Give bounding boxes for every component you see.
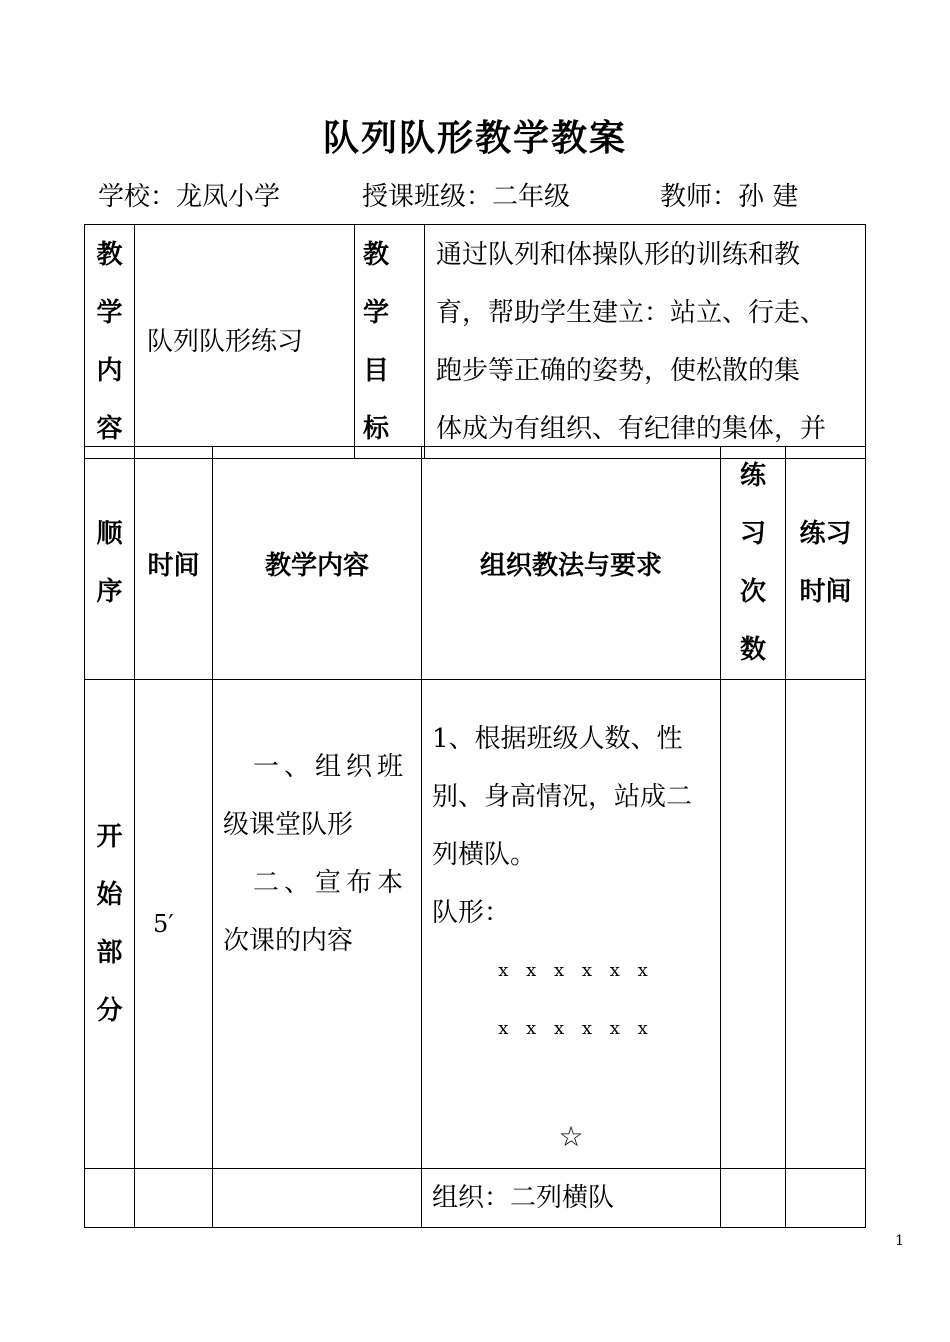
section-method-cell — [422, 680, 721, 1169]
section-duration-cell — [786, 680, 866, 1169]
section-name-char: 部 — [96, 938, 123, 968]
page-number: 1 — [895, 1233, 904, 1249]
header-count-char: 习 — [739, 519, 766, 549]
lesson-plan-table — [84, 446, 866, 1228]
goal-label-char: 教 — [363, 240, 390, 270]
row3-method: 组织：二列横队 — [432, 1183, 615, 1213]
section-time-cell — [135, 680, 213, 1169]
content-value: 队列队形练习 — [147, 326, 304, 357]
empty-cell — [135, 1169, 213, 1228]
goal-line: 跑步等正确的姿势，使松散的集 — [436, 356, 801, 386]
content-line: 一、组织班 — [253, 752, 409, 782]
goal-label-char: 学 — [363, 298, 390, 328]
content-line: 二、宣布本 — [253, 868, 409, 898]
header-duration-line: 时间 — [799, 577, 852, 607]
method-line: 列横队。 — [432, 840, 537, 870]
empty-cell — [786, 1169, 866, 1228]
content-line: 级课堂队形 — [223, 810, 354, 840]
table-row — [85, 680, 866, 1169]
header-duration-line: 练习 — [799, 519, 852, 549]
table-row — [85, 1169, 866, 1228]
empty-cell — [85, 1169, 135, 1228]
section-time: 5′ — [153, 910, 174, 938]
formation-row: x x x x x x — [498, 1018, 654, 1039]
goal-line: 育，帮助学生建立：站立、行走、 — [436, 298, 827, 328]
method-line: 别、身高情况，站成二 — [432, 782, 693, 812]
content-label-cell — [85, 225, 135, 459]
school-info: 学校：龙凤小学 — [98, 182, 281, 212]
goal-label-cell — [355, 225, 425, 459]
content-line: 次课的内容 — [223, 926, 354, 956]
goal-line: 通过队列和体操队形的训练和教 — [436, 240, 801, 270]
empty-cell — [213, 1169, 422, 1228]
content-label-char: 教 — [96, 240, 123, 270]
section-name-cell — [85, 680, 135, 1169]
teacher-position-star-icon: ☆ — [558, 1120, 584, 1153]
content-label-char: 学 — [96, 298, 123, 328]
empty-cell — [721, 1169, 786, 1228]
section-name-char: 分 — [96, 996, 123, 1026]
class-info: 授课班级：二年级 — [362, 182, 571, 212]
header-count-char: 练 — [739, 461, 766, 491]
header-time: 时间 — [135, 447, 213, 680]
header-duration — [786, 447, 866, 680]
formation-row: x x x x x x — [498, 960, 654, 981]
header-count-char: 数 — [739, 635, 766, 665]
page-title: 队列队形教学教案 — [322, 118, 627, 159]
header-order — [85, 447, 135, 680]
method-line: 队形： — [432, 898, 511, 928]
section-name-char: 始 — [96, 880, 123, 910]
header-method: 组织教法与要求 — [422, 447, 721, 680]
teacher-info: 教师：孙 建 — [660, 182, 799, 212]
header-count-char: 次 — [739, 577, 766, 607]
content-label-char: 容 — [96, 414, 123, 444]
row3-method-cell — [422, 1169, 721, 1228]
header-row — [85, 447, 866, 680]
header-order-char: 序 — [96, 577, 123, 607]
header-order-char: 顺 — [96, 519, 123, 549]
goal-label-char: 标 — [363, 414, 390, 444]
header-count — [721, 447, 786, 680]
lesson-overview-table — [84, 224, 866, 459]
goal-label-char: 目 — [363, 356, 390, 386]
method-line: 1、根据班级人数、性 — [432, 724, 683, 754]
goal-line: 体成为有组织、有纪律的集体，并 — [436, 414, 827, 444]
section-name-char: 开 — [96, 822, 123, 852]
content-label-char: 内 — [96, 356, 123, 386]
section-count-cell — [721, 680, 786, 1169]
content-value-cell — [135, 225, 355, 459]
header-content: 教学内容 — [213, 447, 422, 680]
section-content-cell — [213, 680, 422, 1169]
goal-text-cell — [425, 225, 866, 459]
